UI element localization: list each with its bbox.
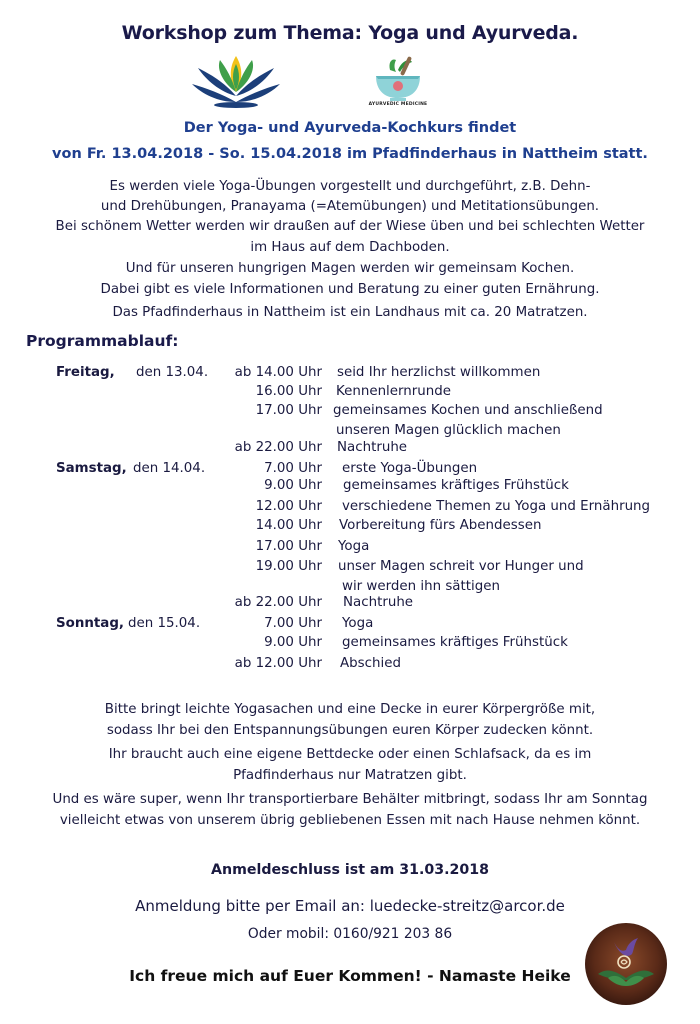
- intro-line: Bei schönem Wetter werden wir draußen auf der Wiese üben und bei schlechten Wetter: [55, 219, 645, 234]
- ayurvedic-caption: AYURVEDIC MEDICINE: [368, 102, 428, 107]
- schedule-time: 16.00 Uhr: [255, 384, 322, 399]
- schedule-time: 7.00 Uhr: [264, 461, 322, 476]
- page-title: Workshop zum Thema: Yoga und Ayurveda.: [121, 22, 579, 44]
- day-date: den 13.04.: [136, 365, 209, 380]
- registration-email: Anmeldung bitte per Email an: luedecke-streitz@arcor.de: [135, 897, 565, 915]
- subtitle-line-1: Der Yoga- und Ayurveda-Kochkurs findet: [183, 120, 517, 136]
- schedule-desc: Nachtruhe: [343, 595, 414, 610]
- closing-line: Ich freue mich auf Euer Kommen! - Namaste Heike: [129, 967, 571, 985]
- lotus-logo-icon: [190, 52, 282, 110]
- schedule-desc: gemeinsames Kochen und anschließend: [333, 403, 603, 418]
- note-line: Ihr braucht auch eine eigene Bettdecke oder einen Schlafsack, da es im: [108, 747, 592, 762]
- schedule-time: 14.00 Uhr: [255, 518, 322, 533]
- schedule-desc: seid Ihr herzlichst willkommen: [337, 365, 541, 380]
- schedule-time: ab 22.00 Uhr: [234, 440, 322, 455]
- day-label: Sonntag,: [56, 616, 125, 631]
- schedule-time: 9.00 Uhr: [264, 478, 322, 493]
- day-label: Samstag,: [56, 461, 127, 476]
- note-line: Pfadfinderhaus nur Matratzen gibt.: [233, 768, 467, 783]
- schedule-time: 19.00 Uhr: [255, 559, 322, 574]
- subtitle-line-2: von Fr. 13.04.2018 - So. 15.04.2018 im Pfadfinderhaus in Nattheim statt.: [52, 146, 648, 162]
- program-heading: Programmablauf:: [26, 332, 179, 350]
- schedule-desc: Yoga: [338, 539, 370, 554]
- schedule-desc: gemeinsames kräftiges Frühstück: [342, 635, 568, 650]
- namaste-stamp-icon: [584, 922, 668, 1006]
- schedule-time: 12.00 Uhr: [255, 499, 322, 514]
- schedule-desc: wir werden ihn sättigen: [342, 579, 500, 594]
- schedule-desc: Abschied: [340, 656, 401, 671]
- intro-line: Dabei gibt es viele Informationen und Beratung zu einer guten Ernährung.: [100, 282, 600, 297]
- note-line: Und es wäre super, wenn Ihr transportierbare Behälter mitbringt, sodass Ihr am Sonntag: [52, 792, 648, 807]
- schedule-desc: Kennenlernrunde: [336, 384, 451, 399]
- schedule-desc: verschiedene Themen zu Yoga und Ernährung: [342, 499, 651, 514]
- intro-line: und Drehübungen, Pranayama (=Atemübungen) und Metitationsübungen.: [100, 199, 600, 214]
- intro-line: Und für unseren hungrigen Magen werden wir gemeinsam Kochen.: [125, 261, 575, 276]
- note-line: sodass Ihr bei den Entspannungsübungen euren Körper zudecken könnt.: [106, 723, 594, 738]
- schedule-time: 17.00 Uhr: [255, 403, 322, 418]
- schedule-desc: Yoga: [342, 616, 374, 631]
- schedule-desc: Vorbereitung fürs Abendessen: [339, 518, 542, 533]
- note-line: vielleicht etwas von unserem übrig gebliebenen Essen mit nach Hause nehmen könnt.: [59, 813, 641, 828]
- schedule-desc: unser Magen schreit vor Hunger und: [338, 559, 584, 574]
- note-line: Bitte bringt leichte Yogasachen und eine Decke in eurer Körpergröße mit,: [104, 702, 596, 717]
- day-date: den 15.04.: [128, 616, 201, 631]
- schedule-time: 7.00 Uhr: [264, 616, 322, 631]
- schedule-time: ab 22.00 Uhr: [234, 595, 322, 610]
- schedule-desc: erste Yoga-Übungen: [342, 461, 478, 476]
- schedule-time: 17.00 Uhr: [255, 539, 322, 554]
- day-date: den 14.04.: [133, 461, 206, 476]
- schedule-desc: gemeinsames kräftiges Frühstück: [343, 478, 569, 493]
- schedule-time: ab 14.00 Uhr: [234, 365, 322, 380]
- intro-line: Es werden viele Yoga-Übungen vorgestellt und durchgeführt, z.B. Dehn-: [109, 179, 591, 194]
- intro-line: Das Pfadfinderhaus in Nattheim ist ein Landhaus mit ca. 20 Matratzen.: [112, 305, 588, 320]
- schedule-time: ab 12.00 Uhr: [234, 656, 322, 671]
- schedule-desc: unseren Magen glücklich machen: [336, 423, 561, 438]
- schedule-desc: Nachtruhe: [337, 440, 408, 455]
- deadline-text: Anmeldeschluss ist am 31.03.2018: [211, 862, 489, 878]
- schedule-time: 9.00 Uhr: [264, 635, 322, 650]
- mobile-number: Oder mobil: 0160/921 203 86: [247, 926, 453, 942]
- intro-line: im Haus auf dem Dachboden.: [250, 240, 450, 255]
- day-label: Freitag,: [56, 365, 115, 380]
